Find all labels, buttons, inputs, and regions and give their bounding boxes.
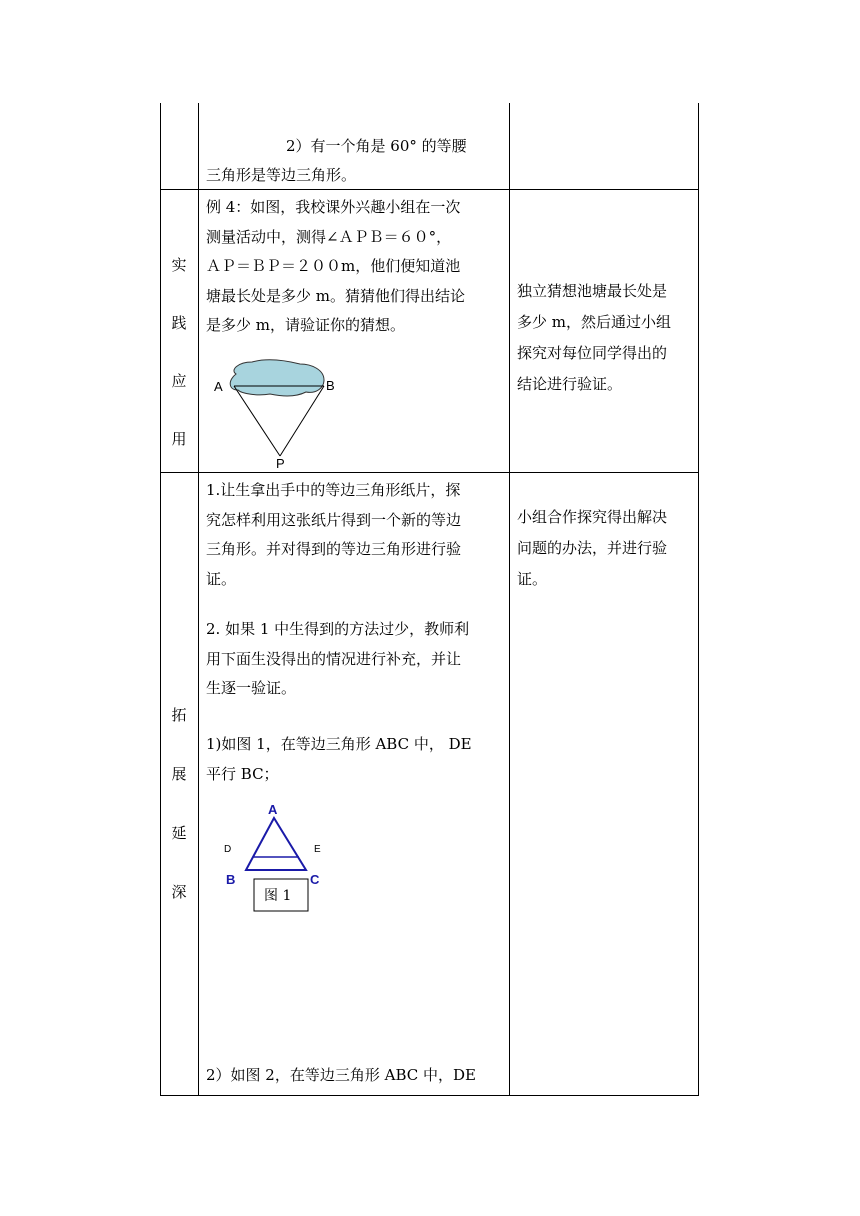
row2-label-char: 用: [171, 430, 187, 448]
row2-label-char: 应: [171, 372, 187, 390]
extension-item-3: [206, 730, 472, 789]
label-a: A: [214, 379, 223, 394]
row2-activity: [517, 276, 671, 400]
text-line: 探究对每位同学得出的: [517, 344, 668, 362]
extension-item-1: [206, 476, 461, 594]
table-col-divider-1: [198, 103, 199, 1096]
label-e: E: [314, 844, 321, 855]
text-line: 用下面生没得出的情况进行补充，并让: [206, 649, 462, 668]
row3-label-char: 展: [171, 765, 187, 783]
text-line: 是多少 m，请验证你的猜想。: [206, 316, 405, 334]
row3-label-char: 延: [171, 824, 187, 842]
label-p: P: [276, 456, 285, 471]
text-line: 证。: [517, 570, 548, 588]
example-4-text: [206, 193, 465, 341]
segment-bp: [280, 386, 324, 456]
table-col-divider-2: [509, 103, 510, 1096]
caption-text: 图 1: [264, 888, 292, 904]
text-line: 例 4：如图，我校课外兴趣小组在一次: [206, 198, 461, 216]
text-line: 小组合作探究得出解决: [517, 508, 668, 526]
row3-activity: [517, 502, 667, 595]
text-line: 测量活动中，测得∠ＡＰＢ＝６０°，: [206, 227, 452, 246]
text-line: 证。: [206, 569, 237, 588]
text-line: 三角形。并对得到的等边三角形进行验: [206, 540, 462, 558]
row2-label-char: 实: [171, 256, 187, 274]
pond-shape: [230, 360, 324, 396]
text-line: 独立猜想池塘最长处是: [517, 282, 668, 300]
label-d: D: [224, 844, 232, 855]
table-border-bottom: [160, 1095, 699, 1096]
row3-label-char: 深: [171, 883, 187, 901]
segment-ap: [234, 386, 280, 456]
text-line: 2. 如果 1 中生得到的方法过少，教师利: [206, 620, 470, 638]
row1-line-1: 2）有一个角是 60° 的等腰: [286, 137, 467, 155]
label-c: C: [310, 872, 320, 887]
row2-label-char: 践: [171, 314, 187, 332]
text-line: 究怎样利用这张纸片得到一个新的等边: [206, 510, 462, 529]
text-line: 问题的办法，并进行验: [517, 539, 668, 557]
text-line: 1)如图 1，在等边三角形 ABC 中， DE: [206, 735, 472, 753]
row3-label-char: 拓: [171, 706, 187, 724]
table-border-right: [698, 103, 699, 1096]
text-line: 塘最长处是多少 m。猜猜他们得出结论: [206, 286, 465, 305]
triangle-abc: [246, 818, 306, 870]
row3-label: [160, 686, 198, 922]
text-line: 生逐一验证。: [206, 679, 297, 697]
label-a: A: [268, 802, 278, 817]
row-divider-2: [160, 472, 699, 473]
text-line: 平行 BC；: [206, 764, 279, 783]
text-line: 结论进行验证。: [517, 375, 623, 393]
extension-item-4: 2）如图 2，在等边三角形 ABC 中，DE: [206, 1066, 476, 1084]
text-line: ＡＰ＝ＢＰ＝２００m，他们便知道池: [206, 257, 461, 275]
label-b: B: [226, 872, 236, 887]
pond-figure: [208, 352, 348, 472]
text-line: 多少 m，然后通过小组: [517, 313, 671, 331]
extension-item-2: [206, 615, 469, 704]
row1-line-2: 三角形是等边三角形。: [206, 166, 357, 184]
label-b: B: [326, 378, 335, 393]
row2-label: [160, 236, 198, 468]
figure-1: [218, 790, 338, 915]
text-line: 1.让生拿出手中的等边三角形纸片，探: [206, 481, 461, 499]
